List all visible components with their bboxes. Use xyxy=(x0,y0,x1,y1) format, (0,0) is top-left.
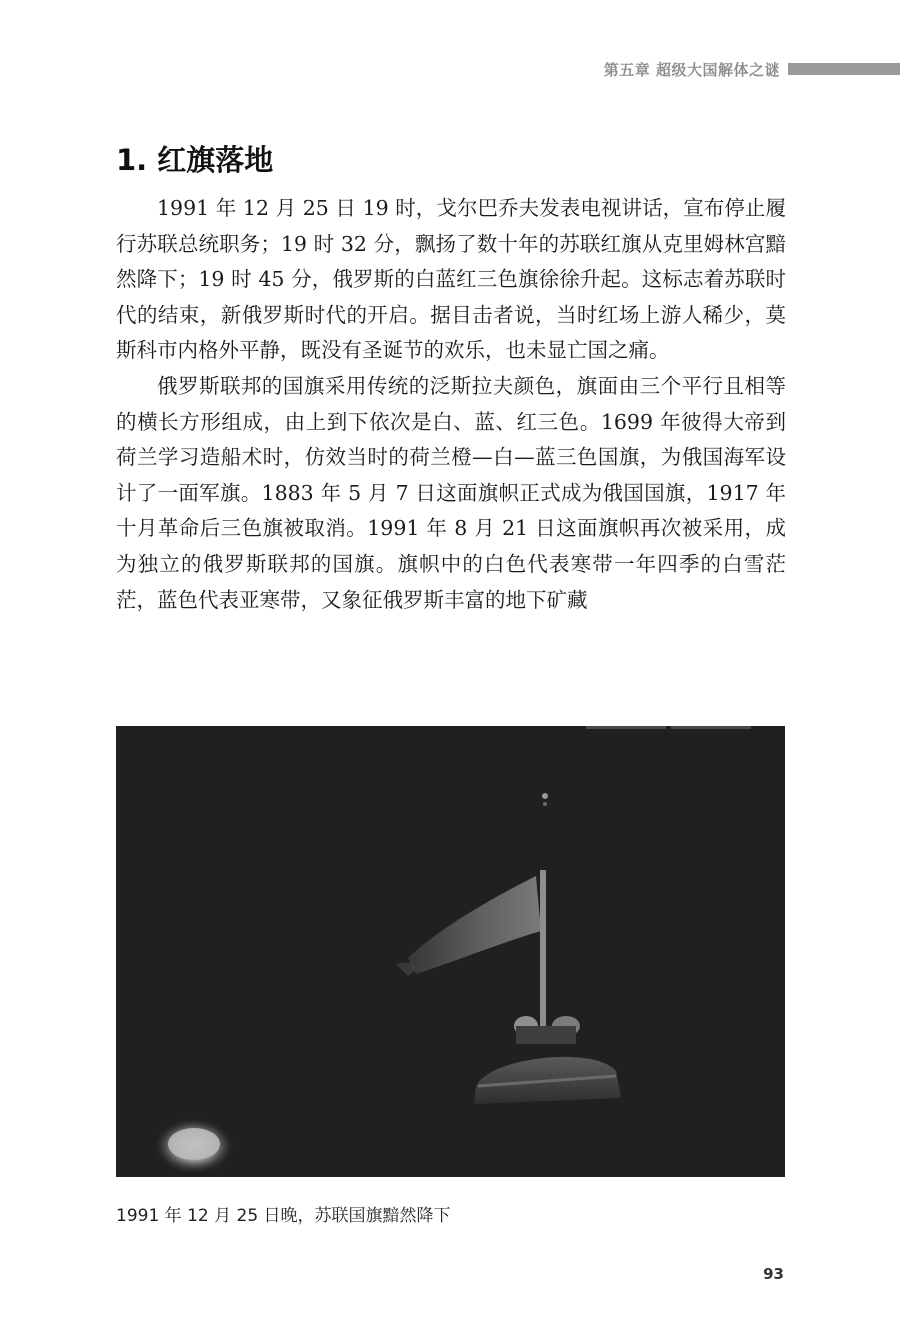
chapter-title: 第五章 超级大国解体之谜 xyxy=(603,60,780,79)
figure-caption: 1991 年 12 月 25 日晚，苏联国旗黯然降下 xyxy=(116,1206,451,1226)
running-header xyxy=(604,58,900,80)
paragraph-2: 俄罗斯联邦的国旗采用传统的泛斯拉夫颜色，旗面由三个平行且相等的横长方形组成，由上到下依次是白、蓝、红三色。1699 年彼得大帝到荷兰学习造船术时，仿效当时的荷兰橙—白—蓝三色国旗，为俄国海军设计了一面军旗。1883 年 5 月 7 日这面旗帜正式成为俄国国旗，1917 年十月革命后三色旗被取消。1991 年 8 月 21 日这面旗帜再次被采用，成为独立的俄罗斯联邦的国旗。旗帜中的白色代表寒带一年四季的白雪茫茫，蓝色代表亚寒带，又象征俄罗斯丰富的地下矿藏 xyxy=(116,373,786,612)
paragraph-1: 1991 年 12 月 25 日 19 时，戈尔巴乔夫发表电视讲话，宣布停止履行苏联总统职务；19 时 32 分，飘扬了数十年的苏联红旗从克里姆林宫黯然降下；19 时 45 分，俄罗斯的白蓝红三色旗徐徐升起。这标志着苏联时代的结束，新俄罗斯时代的开启。据目击者说，当时红场上游人稀少，莫斯科市内格外平静，既没有圣诞节的欢乐，也未显亡国之痛。 xyxy=(116,196,786,363)
header-bar xyxy=(788,63,900,75)
section-title: 1. 红旗落地 xyxy=(116,143,274,177)
page-number: 93 xyxy=(763,1265,784,1283)
body-text xyxy=(116,191,786,618)
photo-flag-lowering xyxy=(116,726,785,1177)
